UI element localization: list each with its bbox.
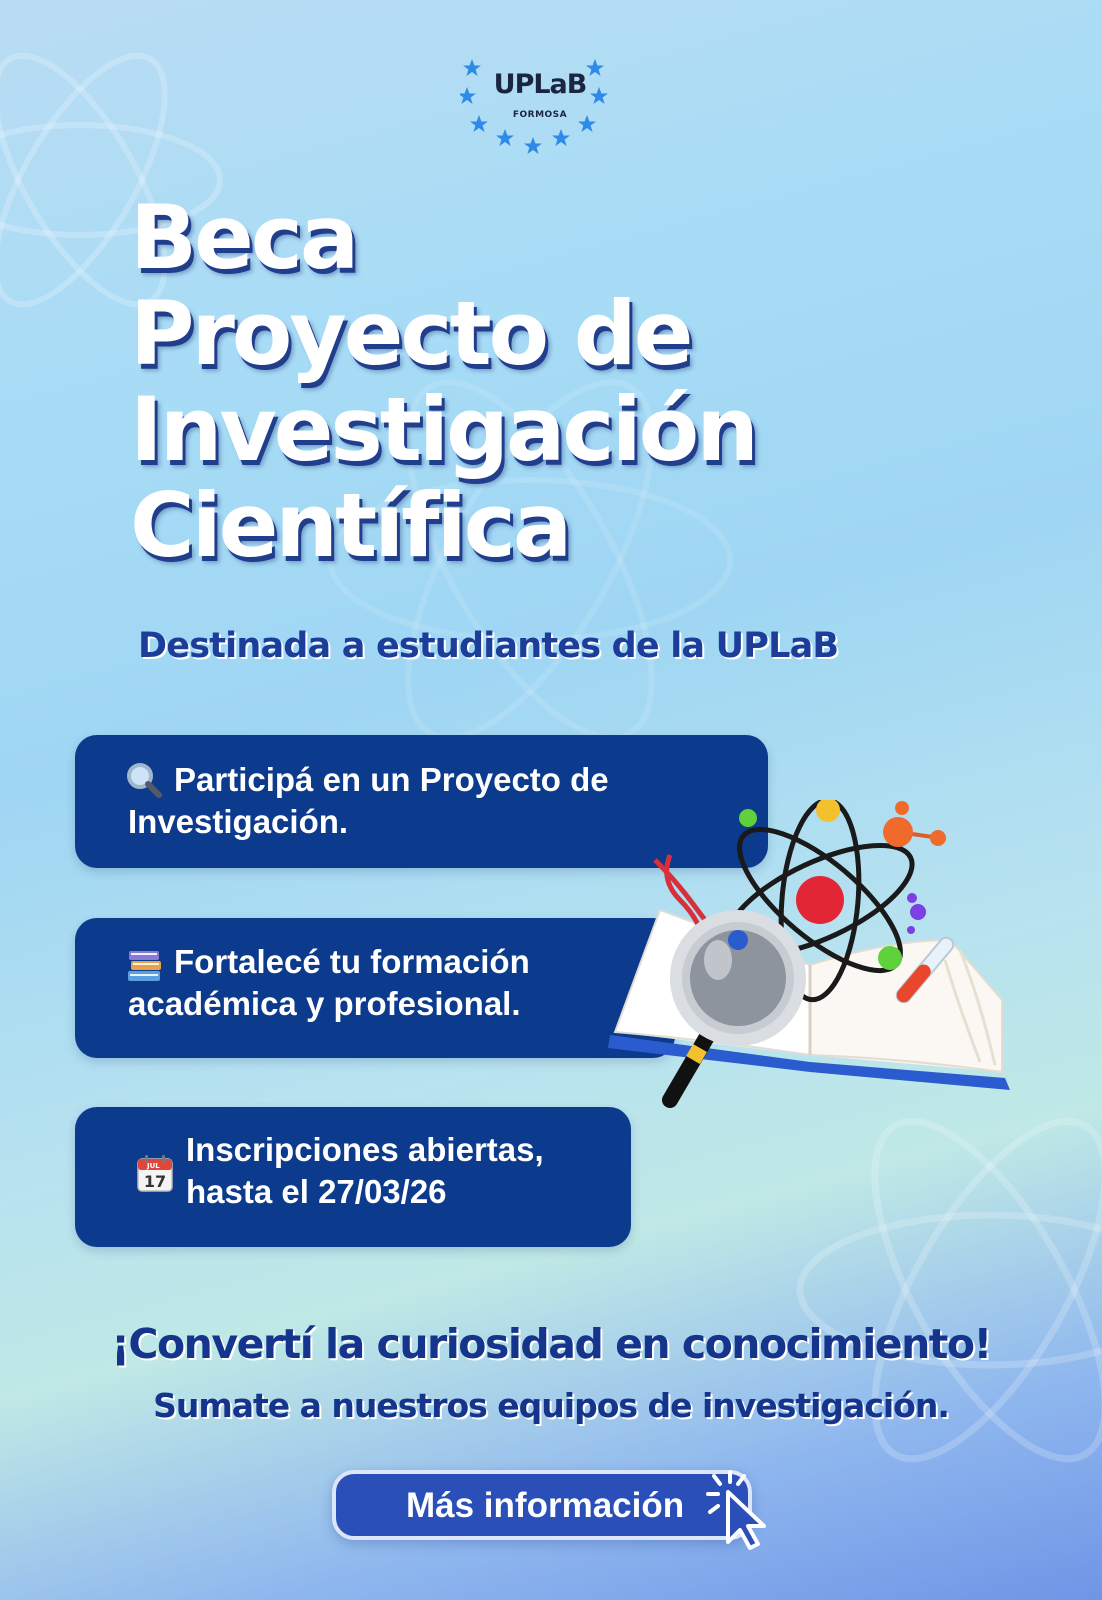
title-line: Investigación xyxy=(130,378,756,481)
calendar-icon xyxy=(137,1154,173,1192)
cursor-click-icon xyxy=(700,1470,790,1550)
more-info-button[interactable] xyxy=(332,1470,752,1540)
card-text xyxy=(186,1129,544,1213)
card-line: Investigación. xyxy=(128,803,349,840)
page-title xyxy=(130,186,756,577)
atom-watermark-icon xyxy=(780,1080,1102,1500)
audience-subtitle: Destinada a estudiantes de la UPLaB xyxy=(138,626,839,666)
more-info-label: Más información xyxy=(406,1486,685,1525)
card-line: Participá en un Proyecto de xyxy=(174,761,609,798)
card-text xyxy=(128,941,530,1025)
title-line: Científica xyxy=(130,474,570,577)
uplab-logo xyxy=(460,52,620,167)
card-text xyxy=(128,759,609,843)
title-line: Proyecto de xyxy=(130,282,691,385)
magnifying-glass-icon xyxy=(670,916,800,1100)
logo-name: UPLaB xyxy=(493,69,587,100)
calendar-day: 17 xyxy=(143,1172,167,1191)
card-line: Inscripciones abiertas, xyxy=(186,1131,544,1168)
science-book-illustration xyxy=(600,800,1030,1140)
info-card-training xyxy=(75,918,675,1058)
card-line: hasta el 27/03/26 xyxy=(186,1173,447,1210)
slogan: ¡Convertí la curiosidad en conocimiento! xyxy=(111,1320,991,1368)
calendar-month: JUL xyxy=(147,1162,160,1170)
info-card-registration xyxy=(75,1107,631,1247)
tagline: Sumate a nuestros equipos de investigación. xyxy=(153,1386,949,1425)
logo-subtitle: FORMOSA xyxy=(512,110,568,120)
card-line: Fortalecé tu formación xyxy=(174,943,530,980)
title-line: Beca xyxy=(130,186,357,289)
card-line: académica y profesional. xyxy=(128,985,521,1022)
